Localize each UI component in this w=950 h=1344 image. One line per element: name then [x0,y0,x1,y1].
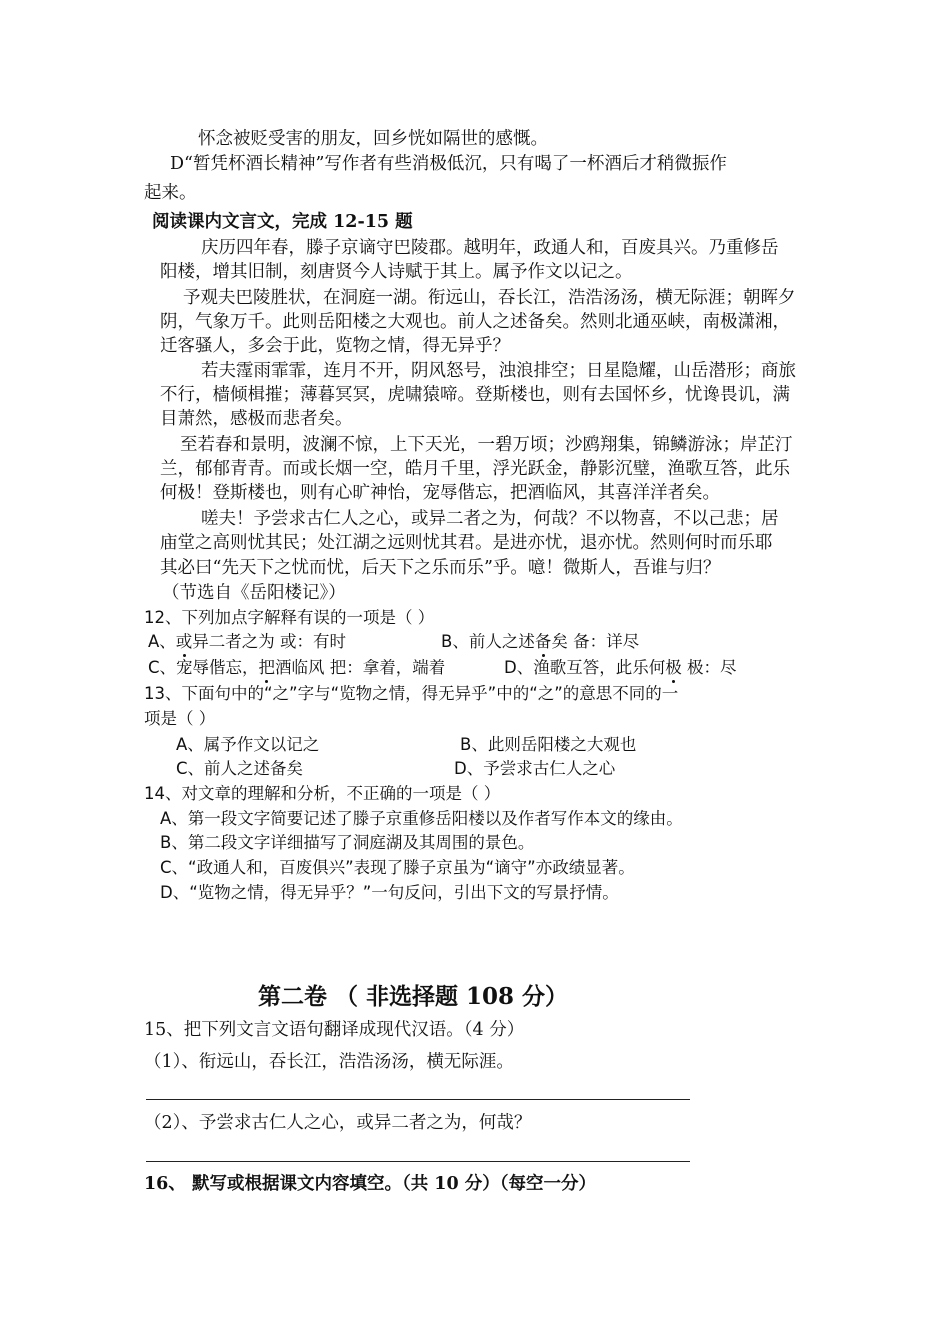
q15-sentence-2: （2）、予尝求古仁人之心，或异二者之为，何哉？ [144,1113,532,1133]
reading-heading: 阅读课内文言文，完成 12-15 题 [152,212,413,232]
passage-line: 庆历四年春，滕子京谪守巴陵郡。越明年，政通人和，百废具兴。乃重修岳 [201,238,779,258]
q13-stem-line-1: 13、下面句中的“之”字与“览物之情，得无异乎”中的“之”的意思不同的一 [144,684,679,703]
dotted-char: 把 [259,656,276,680]
passage-line: 予观夫巴陵胜状，在洞庭一湖。衔远山，吞长江，浩浩汤汤，横无际涯；朝晖夕 [183,288,796,308]
q12-option-c: C、宠辱偕忘，把酒临风 把：拿着，端着 [148,656,445,680]
passage-line: 嗟夫！予尝求古仁人之心，或异二者之为，何哉？不以物喜，不以己悲；居 [201,509,779,529]
dotted-char: 备 [535,630,552,654]
q15-sentence-1: （1）、衔远山，吞长江，浩浩汤汤，横无际涯。 [144,1052,514,1072]
dotted-char: 或 [176,630,193,654]
answer-line[interactable] [146,1099,690,1100]
top-line-1: 怀念被贬受害的朋友，回乡恍如隔世的感慨。 [198,129,548,149]
q14-stem: 14、对文章的理解和分析，不正确的一项是（ ） [144,784,501,803]
q12-option-b: B、前人之述备矣 备：详尽 [441,630,639,654]
q12-stem: 12、下列加点字解释有误的一项是（ ） [144,608,435,627]
q13-option-b: B、此则岳阳楼之大观也 [460,735,637,754]
part-two-title: 第二卷 （ 非选择题 108 分） [258,983,569,1010]
q12-option-d: D、渔歌互答，此乐何极 极：尽 [504,656,736,680]
q14-option-b: B、第二段文字详细描写了洞庭湖及其周围的景色。 [160,833,535,852]
passage-line: 若夫霪雨霏霏，连月不开，阴风怒号，浊浪排空；日星隐耀，山岳潜形；商旅 [201,361,796,381]
q13-option-c: C、前人之述备矣 [176,759,304,778]
passage-line: 阳楼，增其旧制，刻唐贤今人诗赋于其上。属予作文以记之。 [160,262,633,282]
q16-stem: 16、 默写或根据课文内容填空。（共 10 分）（每空一分） [144,1174,596,1194]
passage-line: 不行，樯倾楫摧；薄暮冥冥，虎啸猿啼。登斯楼也，则有去国怀乡，忧谗畏讥，满 [160,385,790,405]
passage-source: （节选自《岳阳楼记》） [162,583,346,603]
passage-line: 庙堂之高则忧其民；处江湖之远则忧其君。是进亦忧，退亦忧。然则何时而乐耶 [160,533,773,553]
passage-line: 其必曰“先天下之忧而忧，后天下之乐而乐”乎。噫！微斯人，吾谁与归？ [160,558,721,578]
q15-stem: 15、把下列文言文语句翻译成现代汉语。（4 分） [144,1020,525,1040]
q13-option-d: D、予尝求古仁人之心 [454,759,616,778]
answer-line[interactable] [146,1161,690,1162]
q14-option-d: D、“览物之情，得无异乎？”一句反问，引出下文的写景抒情。 [160,883,619,902]
q13-option-a: A、属予作文以记之 [176,735,320,754]
q14-option-a: A、第一段文字简要记述了滕子京重修岳阳楼以及作者写作本文的缘由。 [160,809,683,828]
passage-line: 至若春和景明，波澜不惊，上下天光，一碧万顷；沙鸥翔集，锦鳞游泳；岸芷汀 [180,435,793,455]
passage-line: 兰，郁郁青青。而或长烟一空，皓月千里，浮光跃金，静影沉璧，渔歌互答，此乐 [160,459,790,479]
q12-option-a: A、或异二者之为 或：有时 [148,630,346,654]
top-line-2: D“暂凭杯酒长精神”写作者有些消极低沉，只有喝了一杯酒后才稍微振作 [170,154,727,174]
top-line-3: 起来。 [144,183,197,203]
q13-stem-line-2: 项是（ ） [144,709,216,728]
passage-line: 何极！登斯楼也，则有心旷神怡，宠辱偕忘，把酒临风，其喜洋洋者矣。 [160,483,720,503]
passage-line: 迁客骚人，多会于此，览物之情，得无异乎？ [160,336,510,356]
q14-option-c: C、“政通人和，百废俱兴”表现了滕子京虽为“谪守”亦政绩显著。 [160,858,635,877]
passage-line: 阴，气象万千。此则岳阳楼之大观也。前人之述备矣。然则北通巫峡，南极潇湘， [160,312,790,332]
passage-line: 目萧然，感极而悲者矣。 [160,409,353,429]
dotted-char: 极 [665,656,682,680]
